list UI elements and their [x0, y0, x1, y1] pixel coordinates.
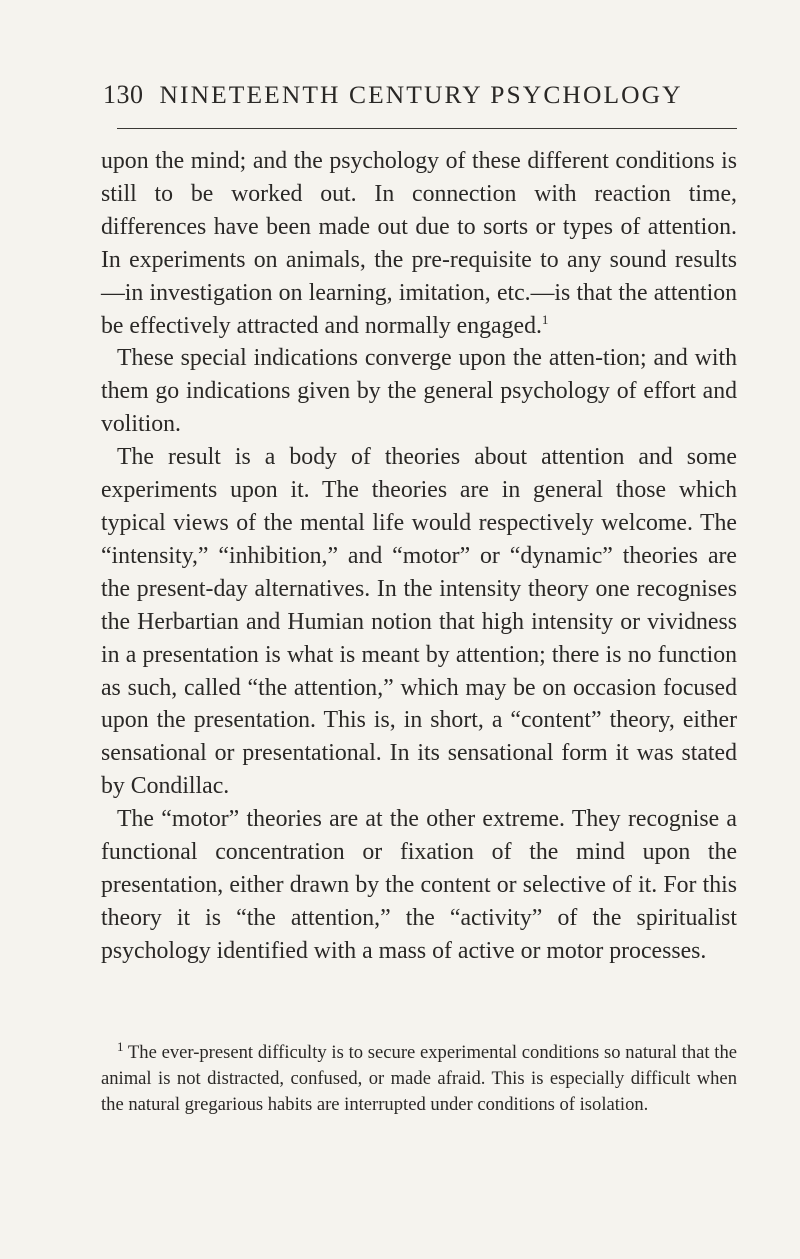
book-page — [101, 0, 737, 1259]
footnote-reference: 1 — [541, 311, 549, 327]
header-rule — [117, 128, 737, 129]
body-text — [101, 145, 737, 968]
running-head: NINETEENTH CENTURY PSYCHOLOGY — [159, 80, 683, 109]
page-header — [101, 80, 737, 116]
footnote — [101, 1040, 737, 1117]
page-number: 130 — [103, 80, 144, 109]
paragraph-2: These special indications converge upon the atten-tion; and with them go indications given by the general psychology of effort and volition. — [101, 345, 737, 438]
paragraph-1-text: upon the mind; and the psychology of these different conditions is still to be worked out. In connection with reaction time, differences have been made out due to sorts or types of attention. In experiments on animals, the pre-requisite to any sound results—in investigation on learning, imitation, etc.—is that the attention be effectively attracted and normally engaged. — [101, 148, 737, 339]
footnote-marker: 1 — [117, 1038, 124, 1054]
paragraph-3: The result is a body of theories about attention and some experiments upon it. The theories are in general those which typical views of the mental life would respectively welcome. The “intensity,” “inhibition,” and “motor” or “dynamic” theories are the present-day alternatives. In the intensity theory one recognises the Herbartian and Humian notion that high intensity or vividness in a presentation is what is meant by attention; there is no function as such, called “the attention,” which may be on occasion focused upon the presentation. This is, in short, a “content” theory, either sensational or presentational. In its sensational form it was stated by Condillac. — [101, 444, 737, 800]
paragraph-4: The “motor” theories are at the other extreme. They recognise a functional concentration or fixation of the mind upon the presentation, either drawn by the content or selective of it. For this theory it is “the attention,” the “activity” of the spiritualist psychology identified with a mass of active or motor processes. — [101, 806, 737, 964]
paragraph-1 — [101, 145, 737, 342]
footnote-text: The ever-present difficulty is to secure experimental conditions so natural that the animal is not distracted, confused, or made afraid. This is especially difficult when the natural gregarious habits are interrupted under conditions of isolation. — [101, 1042, 738, 1115]
footnote-block — [101, 1040, 737, 1117]
